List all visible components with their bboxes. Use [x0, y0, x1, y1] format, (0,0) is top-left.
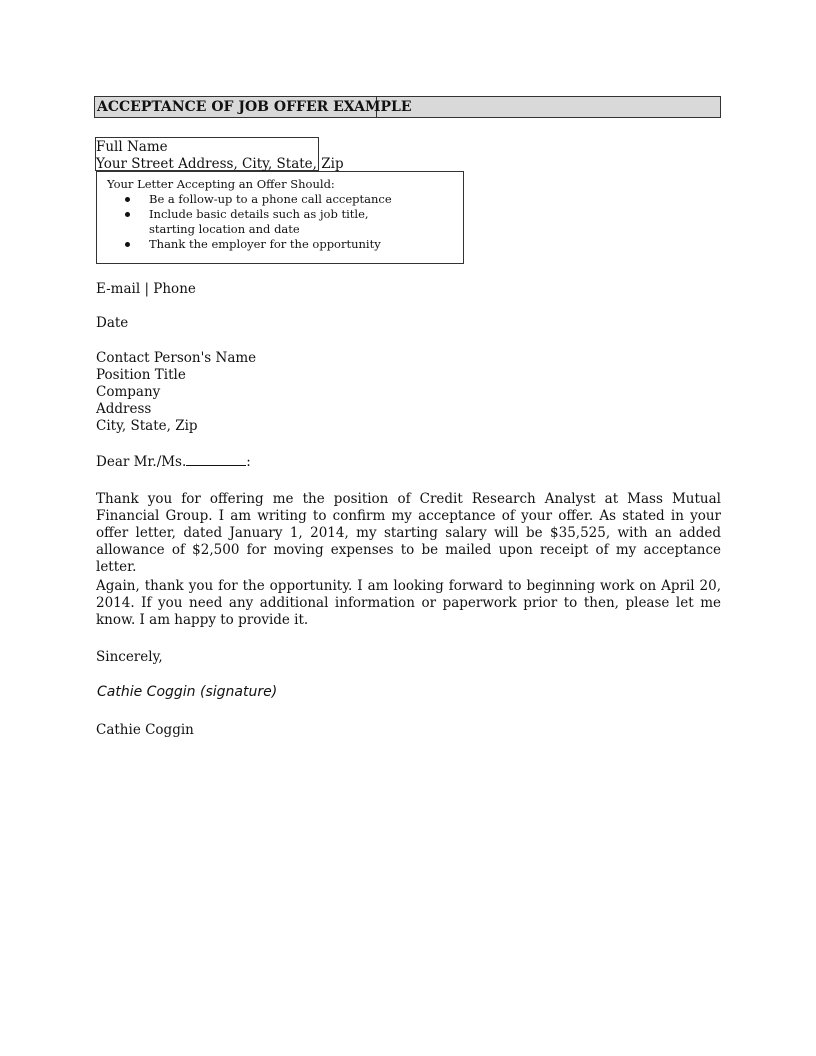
salutation-prefix: Dear Mr./Ms.: [96, 454, 187, 470]
salutation-suffix: :: [246, 454, 251, 470]
body-paragraph-2: Again, thank you for the opportunity. I am looking forward to beginning work on April 20, 2014. If you need any additional information or paperwork prior to then, please let me know. I am happy to provide it.: [96, 578, 721, 628]
tips-callout: [96, 171, 464, 264]
signature: Cathie Coggin (signature): [97, 684, 278, 700]
recipient-company: Company: [96, 384, 161, 400]
signer-name: Cathie Coggin: [96, 722, 194, 738]
sender-full-name: Full Name: [96, 139, 168, 155]
tip-item: Include basic details such as job title, starting location and date: [97, 207, 392, 237]
body-paragraph-1: Thank you for offering me the position of Credit Research Analyst at Mass Mutual Financial Group. I am writing to confirm my acceptance of your offer. As stated in your offer letter, dated January 1, 2014, my starting salary will be $35,525, with an added allowance of $2,500 for moving expenses to be mailed upon receipt of my acceptance letter.: [96, 491, 721, 575]
sender-email-phone: E-mail | Phone: [96, 281, 196, 297]
title-bar: [94, 96, 721, 118]
tips-list: [97, 192, 392, 252]
page-title: ACCEPTANCE OF JOB OFFER EXAMPLE: [97, 99, 412, 115]
recipient-name-blank: [186, 453, 246, 466]
tip-item: Thank the employer for the opportunity: [97, 237, 392, 252]
recipient-address: Address: [96, 401, 152, 417]
salutation: [96, 453, 251, 471]
recipient-position-title: Position Title: [96, 367, 186, 383]
letter-date: Date: [96, 315, 129, 331]
sender-street-address: Your Street Address, City, State, Zip: [96, 156, 344, 172]
tip-item: Be a follow-up to a phone call acceptance: [97, 192, 392, 207]
sign-off: Sincerely,: [96, 649, 163, 665]
recipient-contact-name: Contact Person's Name: [96, 350, 257, 366]
tips-heading: Your Letter Accepting an Offer Should:: [107, 177, 335, 191]
recipient-city-state-zip: City, State, Zip: [96, 418, 198, 434]
